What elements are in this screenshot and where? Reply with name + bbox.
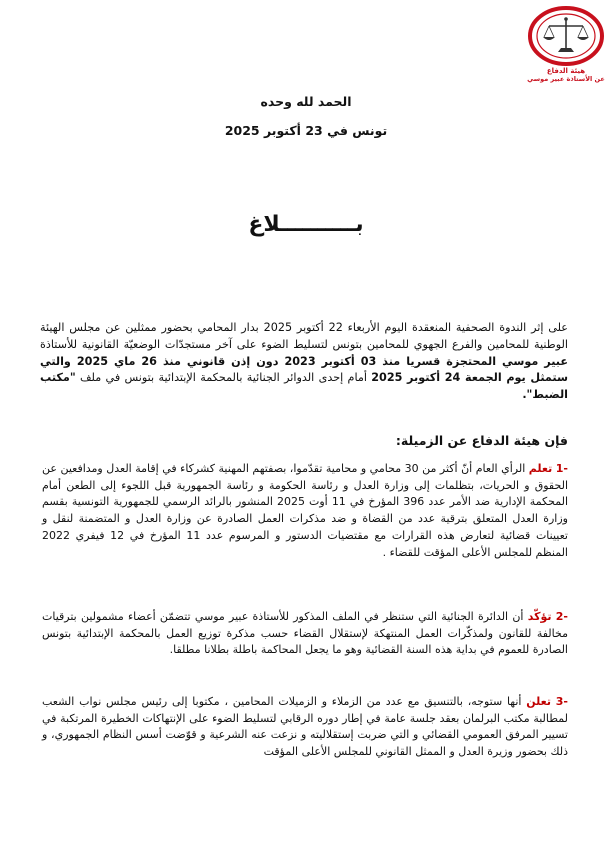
intro-text-2: أمام إحدى الدوائر الجنائية بالمحكمة الإبتدائية بتونس في ملف <box>75 371 372 385</box>
item-text: أن الدائرة الجنائية التي ستنظر في الملف المذكور للأستاذة عبير موسي تتضمّن أعضاء مشمولين بترقيات مخالفة للقانون ولمذكّرات العمل المنتهكة لإستقلال القضاء حسب مذكرة توزيع العمل بالمحكمة الإبتدائية بتونس الصادرة للعموم في بداية هذه السنة القضائية وهو ما يجعل المحاكمة باطلة بطلانا مطلقا. <box>42 610 568 657</box>
scales-of-justice-icon <box>527 6 605 66</box>
section-heading: فإن هيئة الدفاع عن الزميلة: <box>395 433 568 448</box>
item-text: الرأي العام أنّ أكثر من 30 محامي و محامية تقدّموا، بصفتهم المهنية كشركاء في إقامة العدل ومدافعين عن الحقوق و الحريات، بتظلمات إلى وزارة العدل و رئاسة الحكومة و رئاسة الجمهورية قبل اللجوء إلى الطعن أمام المحكمة الإدارية ضد الأمر عدد 396 المؤرخ في 11 أوت 2025 المنشور بالرائد الرسمي للجمهورية التونسية بقسم وزارة العدل المتعلق بترقية عدد من القضاة و ضد مذكرات العمل الصادرة عن وزارة العدل و المتضمنة لنقل و تعيينات قضائية لتعارض هذه القرارات مع مقتضيات الدستور و المرسوم عدد 11 المؤرخ في 12 فيفري 2022 المنظم للمجلس الأعلى المؤقت للقضاء . <box>42 462 569 559</box>
intro-bold-2: "مكتب الضبط". <box>40 371 568 402</box>
item-verb: تعلم <box>528 462 553 475</box>
defense-committee-logo <box>526 6 606 83</box>
list-item <box>42 694 568 761</box>
list-item <box>42 461 568 561</box>
header-date: تونس في 23 أكتوبر 2025 <box>224 123 388 138</box>
item-text: أنها ستوجه، بالتنسيق مع عدد من الزملاء و الزميلات المحامين ، مكتوبا إلى رئيس مجلس نواب الشعب لمطالبة مكتب البرلمان بعقد جلسة عامة في إطار دوره الرقابي لتسليط الضوء على الإنتهاكات الخطيرة المرتكبة في تسيير المرفق العمومي القضائي و التي ضربت إستقلاليته و نزعت عنه الشرعية و قوّضت أسس النظام الجمهوري، و ذلك بحضور وزيرة العدل و الممثل القانوني للمجلس الأعلى المؤقت <box>42 695 568 759</box>
logo-name: هيئة الدفاع <box>546 67 586 75</box>
header-basmala: الحمد لله وحده <box>260 94 352 109</box>
intro-paragraph <box>40 320 568 404</box>
logo-subtitle: عن الأستاذة عبير موسي <box>527 75 605 83</box>
intro-bold-1: عبير موسي المحتجزة قسريا منذ 03 أكتوبر 2023 دون إذن قانوني منذ 26 ماي 2025 والتي ستمثل يوم الجمعة 24 أكتوبر 2025 <box>40 354 569 385</box>
item-verb: تعلن <box>526 695 551 708</box>
item-number: -2 <box>555 610 568 623</box>
list-item <box>42 609 568 659</box>
item-number: -1 <box>555 462 568 475</box>
item-number: -3 <box>555 695 568 708</box>
intro-text-1: على إثر الندوة الصحفية المنعقدة اليوم الأربعاء 22 أكتوبر 2025 بدار المحامي بحضور ممثلين عن مجلس الهيئة الوطنية للمحامين والفرع الجهوي للمحامين بتونس لتسليط الضوء على آخر مستجدّات الوضعيّة القانونية للأستاذة <box>40 321 568 351</box>
item-verb: تؤكّد <box>527 610 552 623</box>
document-title: بــــــــــلاغ <box>248 212 364 237</box>
